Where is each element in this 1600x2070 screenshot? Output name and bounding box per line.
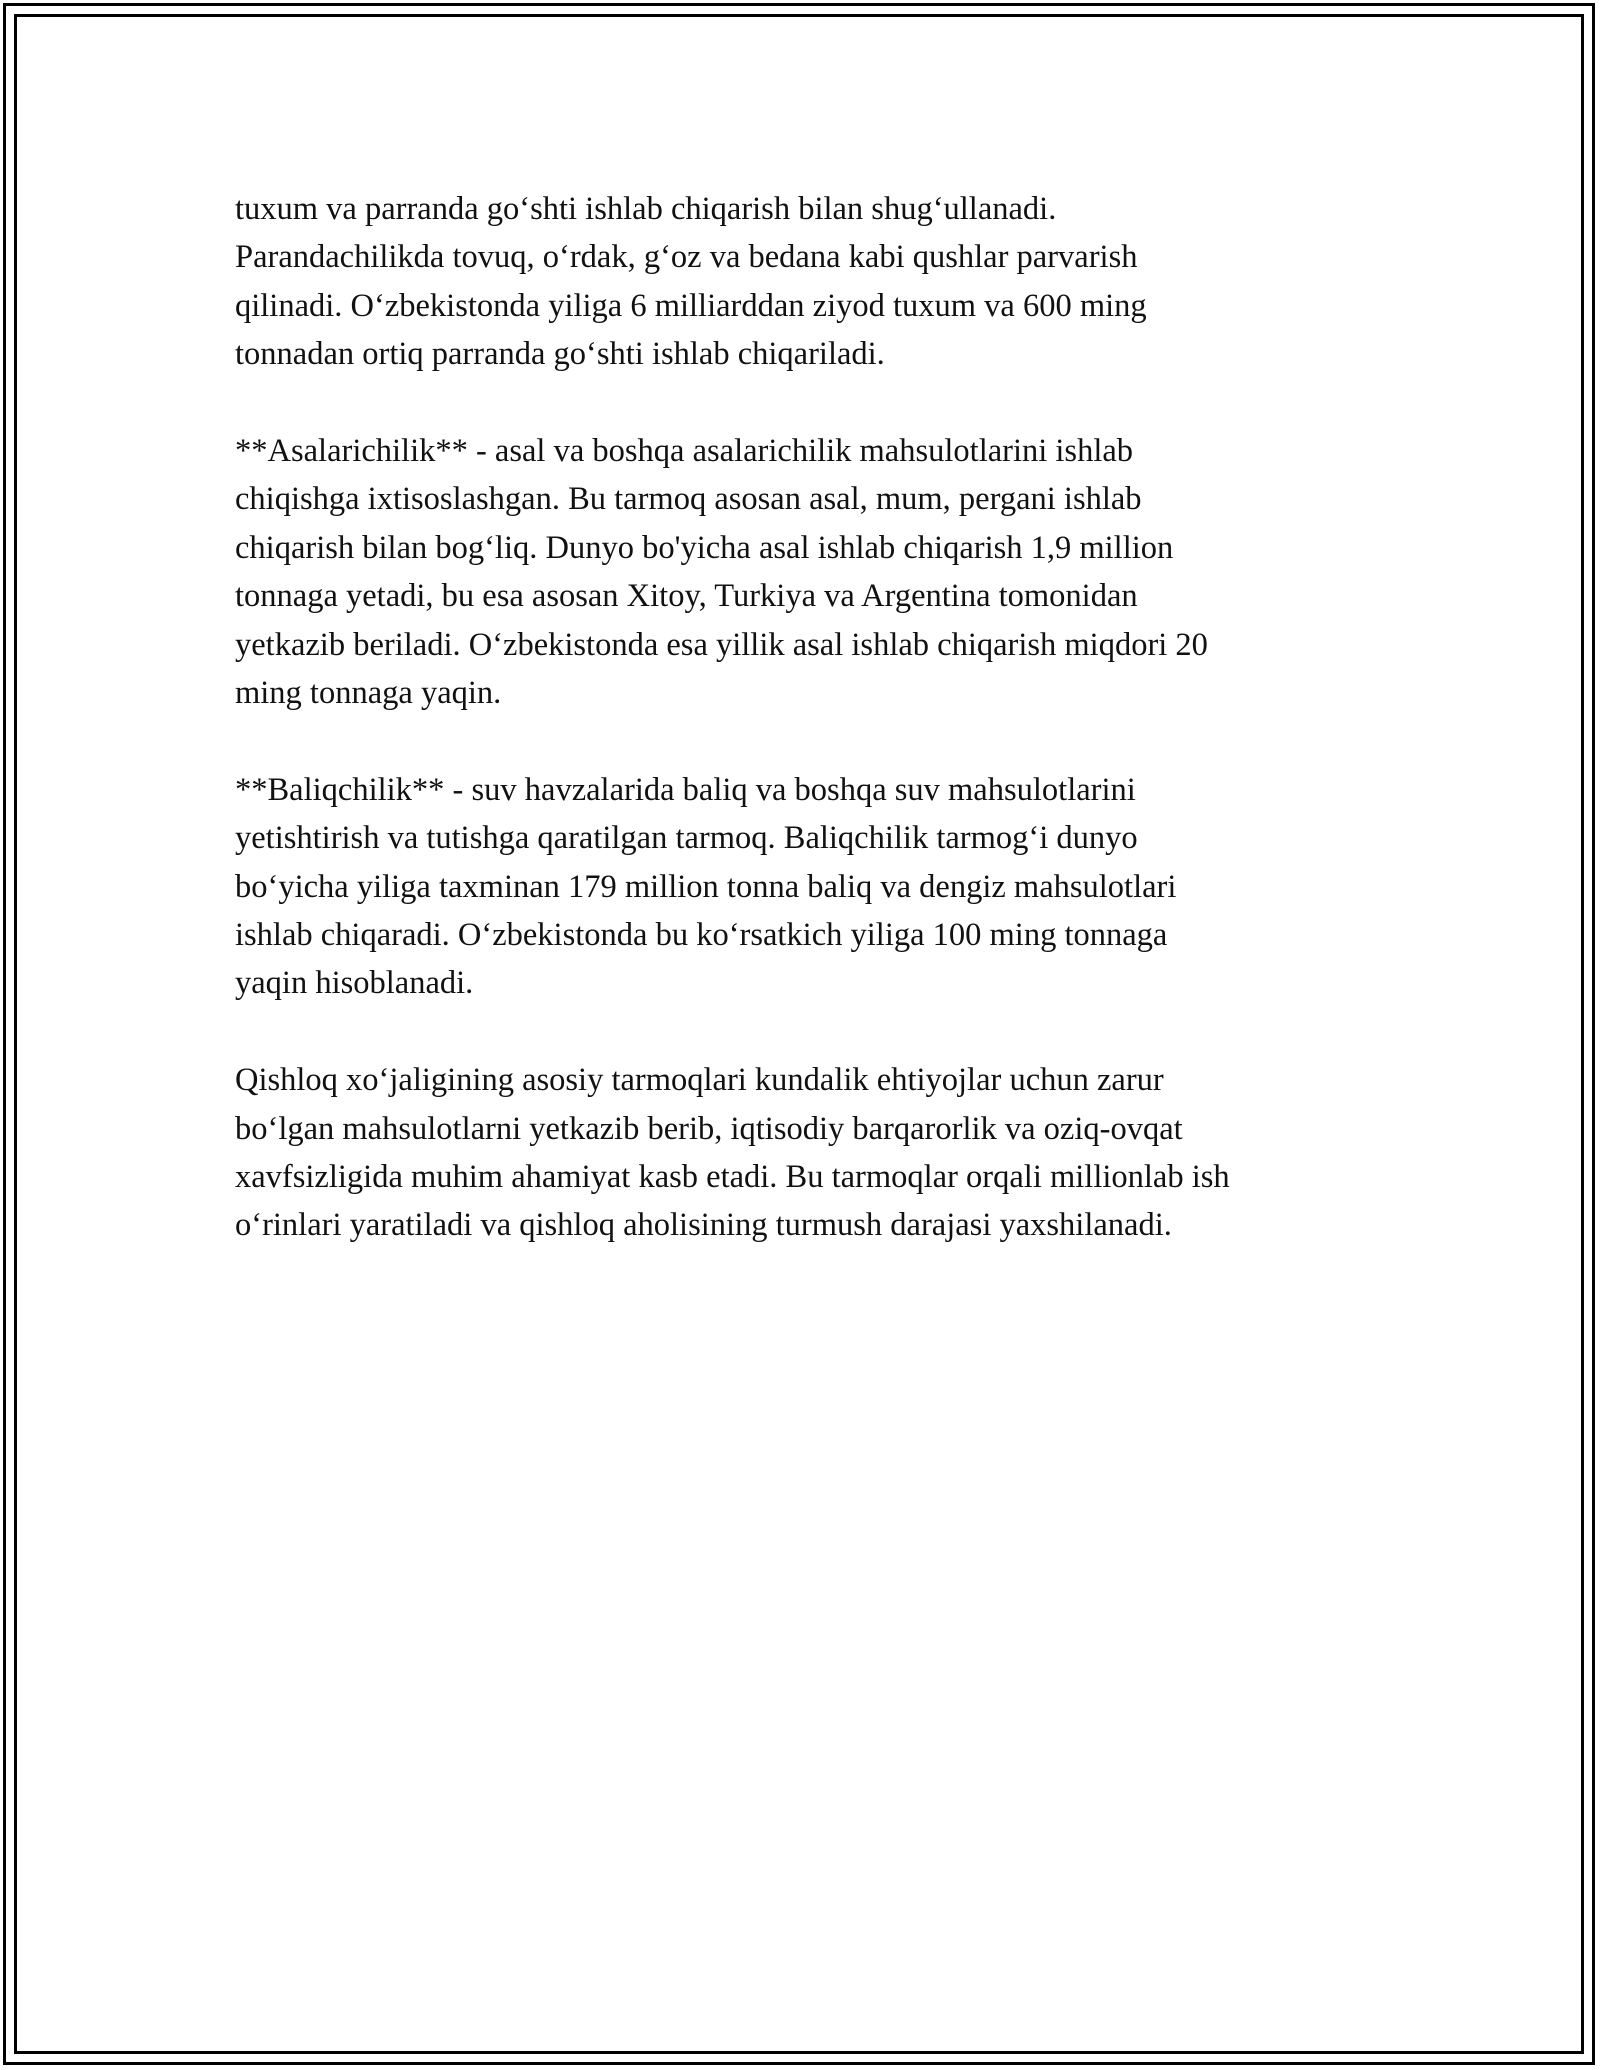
- paragraph-conclusion: Qishloq xo‘jaligining asosiy tarmoqlari kundalik ehtiyojlar uchun zarur bo‘lgan mahsulotlarni yetkazib berib, iqtisodiy barqarorlik va oziq-ovqat xavfsizligida muhim ahamiyat kasb etadi. Bu tarmoqlar orqali millionlab ish o‘rinlari yaratiladi va qishloq aholisining turmush darajasi yaxshilanadi.: [235, 1062, 1230, 1244]
- paragraph-poultry: tuxum va parranda go‘shti ishlab chiqarish bilan shug‘ullanadi. Parandachilikda tovuq, o‘rdak, g‘oz va bedana kabi qushlar parvarish qilinadi. O‘zbekistonda yiliga 6 milliarddan ziyod tuxum va 600 ming tonnadan ortiq parranda go‘shti ishlab chiqariladi.: [235, 191, 1147, 373]
- document-body: [235, 185, 1365, 1298]
- paragraph-beekeeping: **Asalarichilik** - asal va boshqa asalarichilik mahsulotlarini ishlab chiqishga ixtisoslashgan. Bu tarmoq asosan asal, mum, pergani ishlab chiqarish bilan bog‘liq. Dunyo bo'yicha asal ishlab chiqarish 1,9 million tonnaga yetadi, bu esa asosan Xitoy, Turkiya va Argentina tomonidan yetkazib beriladi. O‘zbekistonda esa yillik asal ishlab chiqarish miqdori 20 ming tonnaga yaqin.: [235, 433, 1208, 712]
- paragraph-fishery: **Baliqchilik** - suv havzalarida baliq va boshqa suv mahsulotlarini yetishtirish va tutishga qaratilgan tarmoq. Baliqchilik tarmog‘i dunyo bo‘yicha yiliga taxminan 179 million tonna baliq va dengiz mahsulotlari ishlab chiqaradi. O‘zbekistonda bu ko‘rsatkich yiliga 100 ming tonnaga yaqin hisoblanadi.: [235, 771, 1177, 1002]
